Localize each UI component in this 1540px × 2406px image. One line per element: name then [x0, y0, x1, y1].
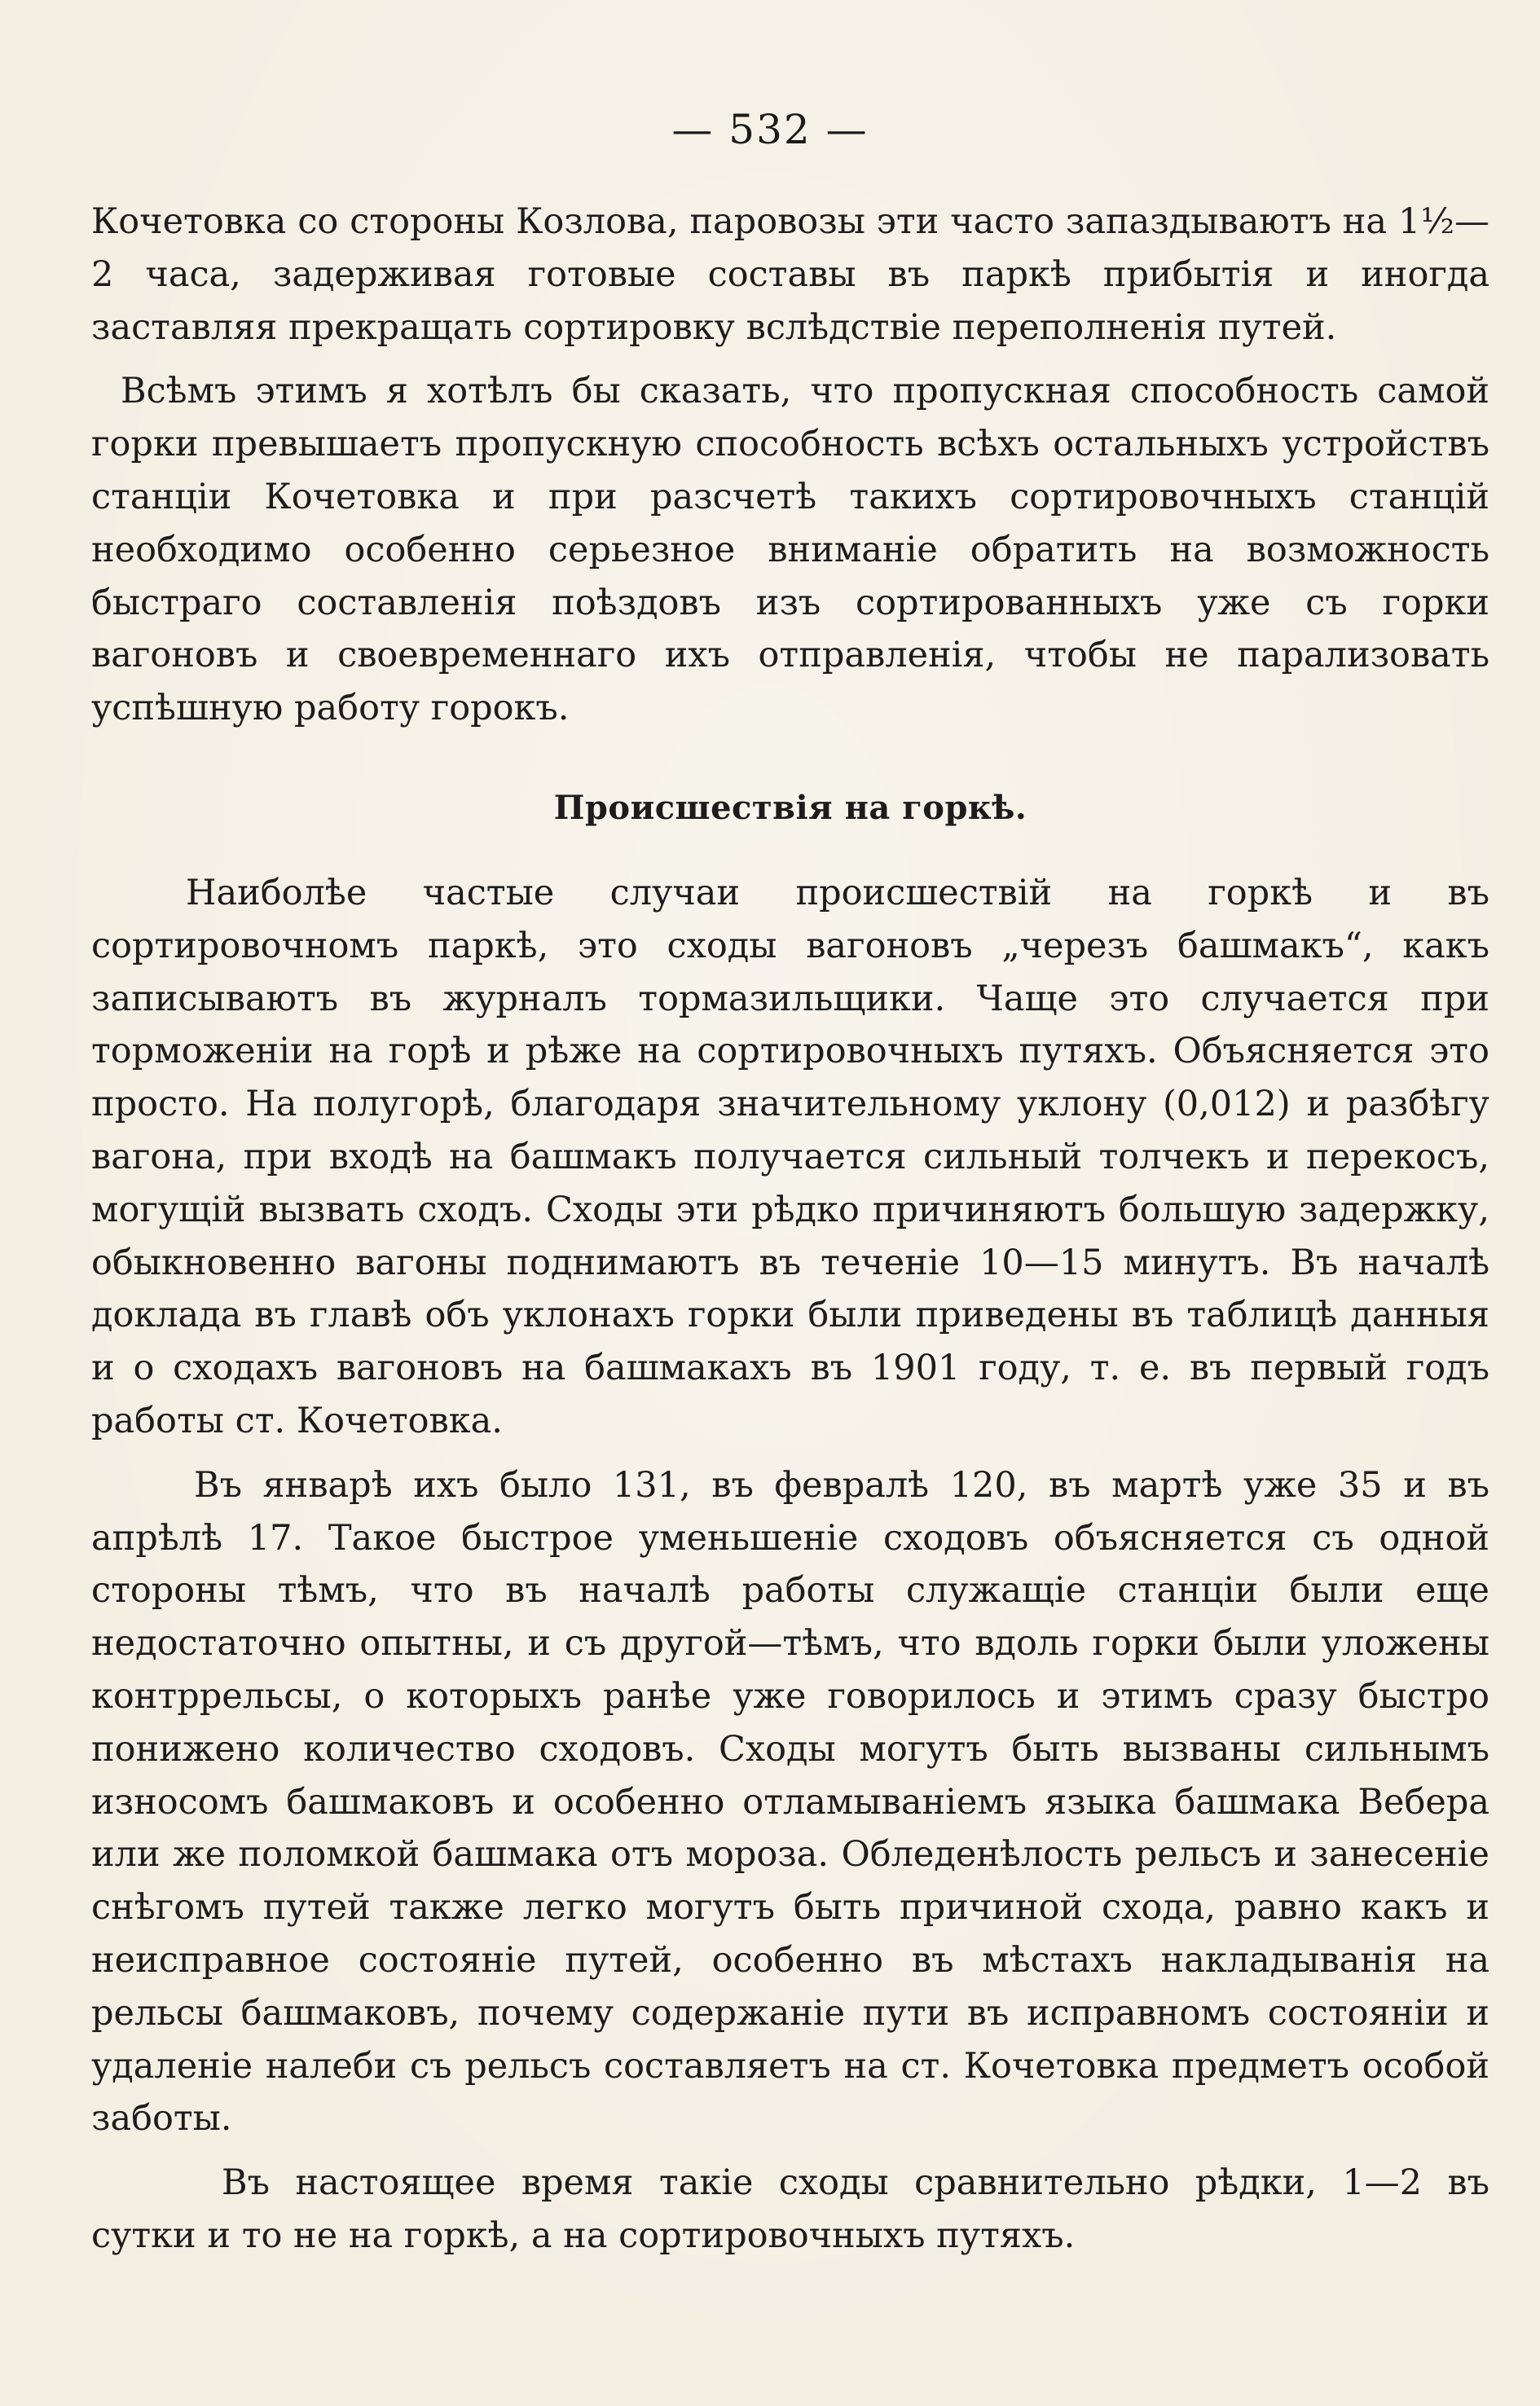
paragraph-2: Всѣмъ этимъ я хотѣлъ бы сказать, что пропускная способность самой горки превышаетъ пропускную способность всѣхъ остальныхъ устройствъ станціи Кочетовка и при разсчетѣ такихъ сортировочныхъ станцій необходимо особенно серьезное вниманіе обратить на возможность быстраго составленія поѣздовъ изъ сортированныхъ уже съ горки вагоновъ и своевременнаго ихъ отправленія, чтобы не парализовать успѣшную работу горокъ. [91, 371, 1489, 729]
body-text [91, 196, 1489, 2263]
paragraph-gap [91, 1448, 1489, 1459]
paragraph-3: Наиболѣе частые случаи происшествій на горкѣ и въ сортировочномъ паркѣ, это сходы вагоновъ „черезъ башмакъ“, какъ записываютъ въ журналъ тормазильщики. Чаще это случается при торможеніи на горѣ и рѣже на сортировочныхъ путяхъ. Объясняется это просто. На полугорѣ, благодаря значительному уклону (0,012) и разбѣгу вагона, при входѣ на башмакъ получается сильный толчекъ и перекосъ, могущій вызвать сходъ. Сходы эти рѣдко причиняютъ большую задержку, обыкновенно вагоны поднимаютъ въ теченіе 10—15 минутъ. Въ началѣ доклада въ главѣ объ уклонахъ горки были приведены въ таблицѣ данныя и о сходахъ вагоновъ на башмакахъ въ 1901 году, т. е. въ первый годъ работы ст. Кочетовка. [91, 872, 1489, 1441]
paragraph-4: Въ январѣ ихъ было 131, въ февралѣ 120, въ мартѣ уже 35 и въ апрѣлѣ 17. Такое быстрое уменьшеніе сходовъ объясняется съ одной стороны тѣмъ, что въ началѣ работы служащіе станціи были еще недостаточно опытны, и съ другой—тѣмъ, что вдоль горки были уложены контррельсы, о которыхъ ранѣе уже говорилось и этимъ сразу быстро понижено количество сходовъ. Сходы могутъ быть вызваны сильнымъ износомъ башмаковъ и особенно отламываніемъ языка башмака Вебера или же поломкой башмака отъ мороза. Обледенѣлость рельсъ и занесеніе снѣгомъ путей также легко могутъ быть причиной схода, равно какъ и неисправное состояніе путей, особенно въ мѣстахъ накладыванія на рельсы башмаковъ, почему содержаніе пути въ исправномъ состояніи и удаленіе налеби съ рельсъ составляетъ на ст. Кочетовка предметъ особой заботы. [91, 1464, 1489, 2140]
paragraph-5: Въ настоящее время такіе сходы сравнительно рѣдки, 1—2 въ сутки и то не на горкѣ, а на сортировочныхъ путяхъ. [91, 2162, 1489, 2256]
section-heading: Происшествія на горкѣ. [553, 788, 1027, 827]
section-gap [91, 735, 1489, 782]
page-number: — 532 — [671, 106, 869, 153]
paragraph-gap [91, 2145, 1489, 2157]
paragraph-gap [91, 354, 1489, 365]
paragraph-1: Кочетовка со стороны Козлова, паровозы эти часто запаздываютъ на 1½—2 часа, задерживая готовые составы въ паркѣ прибытія и иногда заставляя прекращать сортировку вслѣдствіе переполненія путей. [91, 201, 1489, 348]
section-gap [91, 834, 1489, 867]
